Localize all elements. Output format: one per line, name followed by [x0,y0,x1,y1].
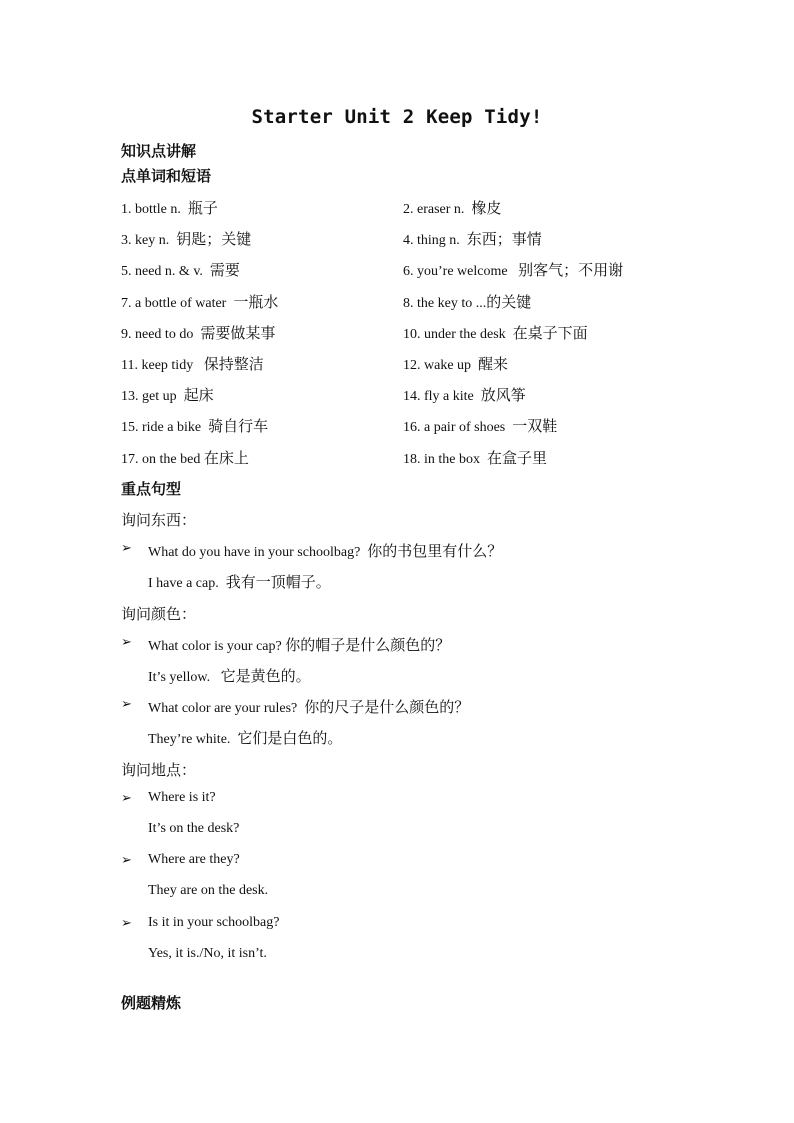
vocab-en: 5. need n. & v. [121,264,203,279]
sentence-en: It’s yellow. [148,670,211,685]
sentence-en: What do you have in your schoolbag? [148,545,361,560]
vocab-item [121,197,218,218]
bullet-arrow-icon: ➢ [121,697,132,712]
vocab-en: 1. bottle n. [121,202,181,217]
vocab-item [403,322,588,343]
vocab-en: 11. keep tidy [121,358,194,373]
sentence-cn: 你的帽子是什么颜色的？ [285,636,451,654]
vocab-item [403,353,508,374]
vocab-en: 17. on the bed [121,452,201,467]
vocab-item [121,353,264,374]
vocab-en: 13. get up [121,389,177,404]
vocab-en: 2. eraser n. [403,202,465,217]
vocab-cn: 醒来 [478,355,509,373]
vocab-cn: 需要做某事 [200,324,276,342]
vocab-item [403,259,623,280]
section-sentences-heading: 重点句型 [121,480,182,498]
sentence-answer [148,727,342,748]
bullet-arrow-icon: ➢ [121,791,132,806]
section-vocab-heading: 点单词和短语 [121,167,212,185]
sentence-question [148,696,469,717]
sentence-cn: 它是黄色的。 [220,667,311,685]
sentence-cn: 它们是白色的。 [237,729,343,747]
page-title: Starter Unit 2 Keep Tidy! [251,106,543,128]
vocab-en: 7. a bottle of water [121,296,227,311]
ask-colors-label: 询问颜色： [121,605,197,623]
vocab-cn: 在桌子下面 [512,324,588,342]
vocab-en: 6. you’re welcome [403,264,508,279]
vocab-item [121,384,214,405]
sentence-en: They’re white. [148,732,231,747]
vocab-item [403,197,501,218]
section-examples-heading: 例题精炼 [121,994,182,1012]
vocab-cn: 骑自行车 [208,417,269,435]
sentence-en: What color are your rules? [148,701,298,716]
vocab-cn: 起床 [183,386,214,404]
vocab-en: 14. fly a kite [403,389,474,404]
vocab-item [403,384,526,405]
sentence-en: What color is your cap? [148,639,282,654]
vocab-cn: 需要 [209,261,240,279]
vocab-item [121,447,249,468]
vocab-cn: 在盒子里 [487,449,548,467]
sentence-question [148,540,502,561]
vocab-item [403,291,531,312]
vocab-en: 4. thing n. [403,233,460,248]
vocab-cn: 橡皮 [471,199,502,217]
sentence-question: Is it in your schoolbag? [148,915,280,930]
sentence-question [148,634,450,655]
vocab-en: 10. under the desk [403,327,506,342]
bullet-arrow-icon: ➢ [121,853,132,868]
vocab-en: 8. the key to ... [403,296,487,311]
bullet-arrow-icon: ➢ [121,541,132,556]
vocab-item [403,228,542,249]
sentence-answer [148,665,311,686]
vocab-cn: 瓶子 [187,199,218,217]
vocab-item [121,228,251,249]
sentence-cn: 你的尺子是什么颜色的？ [304,698,470,716]
sentence-answer [148,571,331,592]
vocab-en: 18. in the box [403,452,480,467]
sentence-answer: They are on the desk. [148,883,269,898]
vocab-item [121,259,240,280]
sentence-question: Where are they? [148,852,240,867]
vocab-cn: 在床上 [203,449,249,467]
sentence-question: Where is it? [148,790,216,805]
ask-places-label: 询问地点： [121,761,197,779]
vocab-item [121,415,268,436]
vocab-item [121,291,278,312]
vocab-cn: 东西；事情 [466,230,542,248]
vocab-cn: 保持整洁 [203,355,264,373]
sentence-answer: Yes, it is./No, it isn’t. [148,946,267,961]
vocab-cn: 的关键 [486,293,532,311]
vocab-item [121,322,275,343]
vocab-en: 12. wake up [403,358,472,373]
vocab-en: 16. a pair of shoes [403,420,506,435]
vocab-item [403,415,557,436]
vocab-cn: 一双鞋 [512,417,558,435]
vocab-en: 9. need to do [121,327,194,342]
sentence-cn: 我有一顶帽子。 [225,573,331,591]
vocab-cn: 放风筝 [480,386,526,404]
bullet-arrow-icon: ➢ [121,635,132,650]
sentence-answer: It’s on the desk? [148,821,240,836]
vocab-cn: 钥匙；关键 [176,230,252,248]
vocab-item [403,447,547,468]
bullet-arrow-icon: ➢ [121,916,132,931]
vocab-cn: 一瓶水 [233,293,279,311]
ask-things-label: 询问东西： [121,511,197,529]
section-knowledge-heading: 知识点讲解 [121,142,197,160]
vocab-cn: 别客气；不用谢 [518,261,624,279]
vocab-en: 15. ride a bike [121,420,202,435]
vocab-en: 3. key n. [121,233,170,248]
sentence-cn: 你的书包里有什么？ [367,542,503,560]
sentence-en: I have a cap. [148,576,219,591]
